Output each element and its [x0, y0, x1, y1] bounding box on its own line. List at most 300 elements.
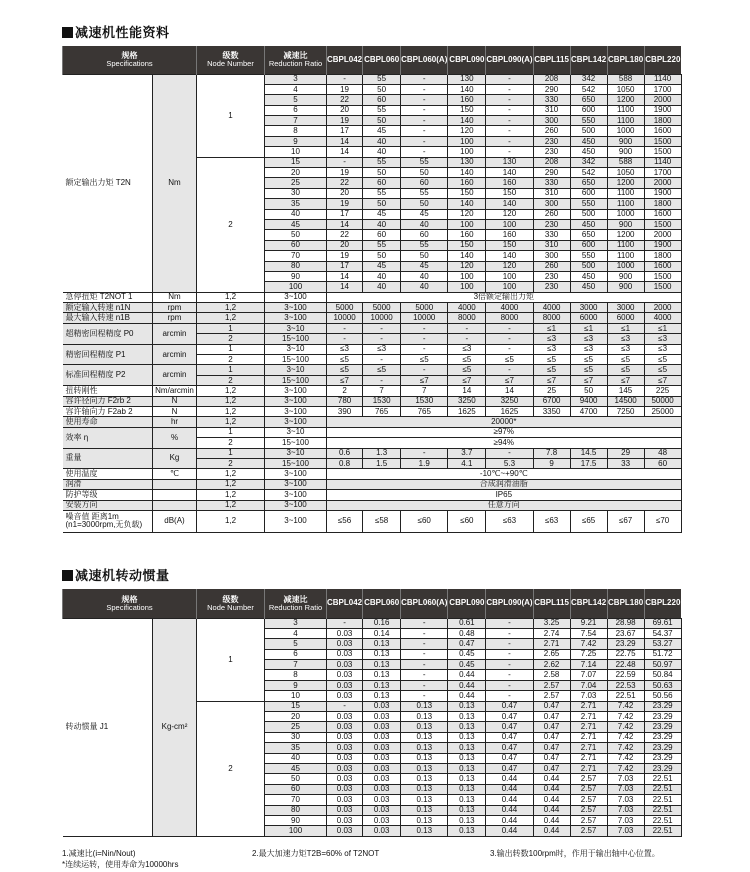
value-cell: 0.03	[363, 774, 401, 784]
value-cell: 140	[486, 168, 533, 178]
value-cell: 8000	[486, 313, 533, 323]
value-cell: 100	[448, 271, 486, 281]
unit-cell: Nm	[153, 292, 197, 302]
node-cell: 2	[197, 458, 265, 468]
value-cell: 0.03	[363, 743, 401, 753]
value-cell: 5000	[327, 303, 363, 313]
value-cell: 50	[570, 386, 607, 396]
value-cell: 1500	[644, 219, 681, 229]
value-cell: 22.53	[607, 680, 644, 690]
node-cell: 1	[197, 74, 265, 157]
value-cell: 0.47	[533, 753, 570, 763]
value-cell: ≤3	[607, 344, 644, 354]
value-cell: 0.13	[401, 753, 448, 763]
value-cell: 10000	[401, 313, 448, 323]
header-node-number: 级数 Node Number	[197, 46, 265, 74]
value-cell: -	[363, 375, 401, 385]
merged-value-cell: ≥94%	[327, 438, 682, 448]
value-cell: 0.47	[533, 743, 570, 753]
value-cell: 2.71	[570, 701, 607, 711]
node-cell: 2	[197, 157, 265, 292]
value-cell: 0.13	[363, 680, 401, 690]
node-cell: 1	[197, 344, 265, 354]
value-cell: 19	[327, 251, 363, 261]
value-cell: -	[486, 618, 533, 628]
value-cell: 550	[570, 199, 607, 209]
value-cell: 7.03	[570, 691, 607, 701]
value-cell: 0.03	[327, 722, 363, 732]
spec-label: 扭转刚性	[63, 386, 153, 396]
value-cell: ≤5	[327, 355, 363, 365]
ratio-cell: 3~100	[265, 510, 327, 532]
value-cell: 0.44	[448, 680, 486, 690]
value-cell: -	[486, 448, 533, 458]
value-cell: 0.03	[327, 784, 363, 794]
value-cell: 0.14	[363, 628, 401, 638]
ratio-cell: 50	[265, 230, 327, 240]
table-row	[63, 500, 682, 510]
value-cell: 7.03	[607, 805, 644, 815]
node-cell: 1,2	[197, 479, 265, 489]
value-cell: 8000	[448, 313, 486, 323]
value-cell: 2.71	[570, 722, 607, 732]
inertia-table	[62, 589, 682, 837]
value-cell: 588	[607, 74, 644, 84]
value-cell: -	[486, 365, 533, 375]
value-cell: 3000	[570, 303, 607, 313]
header-model: CBPL090	[448, 46, 486, 74]
value-cell: 2000	[644, 230, 681, 240]
value-cell: 23.29	[644, 753, 681, 763]
value-cell: 50	[363, 168, 401, 178]
value-cell: 310	[533, 188, 570, 198]
value-cell: -	[401, 323, 448, 333]
value-cell: 2.57	[570, 805, 607, 815]
value-cell: 1.5	[363, 458, 401, 468]
value-cell: 2.57	[570, 784, 607, 794]
value-cell: 120	[486, 261, 533, 271]
value-cell: 40	[401, 271, 448, 281]
value-cell: 4000	[486, 303, 533, 313]
table-row	[63, 396, 682, 406]
value-cell: ≤5	[607, 365, 644, 375]
value-cell: 130	[486, 157, 533, 167]
value-cell: 0.44	[486, 795, 533, 805]
value-cell: -	[486, 95, 533, 105]
value-cell: ≤5	[607, 355, 644, 365]
value-cell: 0.44	[448, 691, 486, 701]
header-model: CBPL090	[448, 589, 486, 618]
value-cell: 450	[570, 219, 607, 229]
value-cell: 0.44	[533, 826, 570, 836]
value-cell: 0.13	[401, 701, 448, 711]
spec-label: 效率 η	[63, 427, 153, 448]
ratio-cell: 80	[265, 805, 327, 815]
value-cell: 4700	[570, 407, 607, 417]
ratio-cell: 8	[265, 126, 327, 136]
value-cell: 230	[533, 282, 570, 292]
value-cell: 0.13	[448, 774, 486, 784]
ratio-cell: 30	[265, 732, 327, 742]
value-cell: 160	[486, 178, 533, 188]
value-cell: 2	[327, 386, 363, 396]
merged-value-cell: 合成润滑油脂	[327, 479, 682, 489]
value-cell: 230	[533, 219, 570, 229]
value-cell: ≤5	[448, 365, 486, 375]
value-cell: 0.03	[363, 784, 401, 794]
value-cell: 1200	[607, 178, 644, 188]
value-cell: 40	[401, 282, 448, 292]
value-cell: 0.03	[363, 795, 401, 805]
value-cell: 4000	[644, 313, 681, 323]
value-cell: 0.44	[486, 815, 533, 825]
node-cell: 1,2	[197, 396, 265, 406]
spec-label: 使用寿命	[63, 417, 153, 427]
footnote-2: 2.最大加速力矩T2B=60% of T2NOT	[252, 849, 380, 858]
ratio-cell: 15~100	[265, 438, 327, 448]
value-cell: ≤3	[533, 334, 570, 344]
value-cell: 260	[533, 209, 570, 219]
value-cell: 500	[570, 126, 607, 136]
value-cell: 7.42	[607, 712, 644, 722]
value-cell: ≤7	[486, 375, 533, 385]
value-cell: ≤3	[570, 344, 607, 354]
value-cell: 0.03	[327, 712, 363, 722]
ratio-cell: 3~10	[265, 365, 327, 375]
value-cell: 0.47	[486, 763, 533, 773]
value-cell: 22.59	[607, 670, 644, 680]
value-cell: -	[401, 691, 448, 701]
value-cell: 1200	[607, 230, 644, 240]
merged-value-cell: 20000*	[327, 417, 682, 427]
merged-value-cell: ≥97%	[327, 427, 682, 437]
value-cell: 50.97	[644, 660, 681, 670]
value-cell: ≤70	[644, 510, 681, 532]
value-cell: 17	[327, 209, 363, 219]
value-cell: 60	[401, 178, 448, 188]
header-model: CBPL090(A)	[486, 589, 533, 618]
value-cell: 0.47	[486, 722, 533, 732]
value-cell: 45	[363, 261, 401, 271]
node-cell: 2	[197, 375, 265, 385]
value-cell: 50.84	[644, 670, 681, 680]
value-cell: ≤3	[570, 334, 607, 344]
value-cell: 1.3	[363, 448, 401, 458]
value-cell: -	[486, 147, 533, 157]
ratio-cell: 50	[265, 774, 327, 784]
value-cell: 23.29	[644, 701, 681, 711]
header-specifications: 规格 Specifications	[63, 589, 197, 618]
value-cell: 0.03	[327, 774, 363, 784]
table-row	[63, 417, 682, 427]
value-cell: 0.44	[533, 805, 570, 815]
table-row	[63, 407, 682, 417]
unit-cell: arcmin	[153, 323, 197, 344]
value-cell: 0.44	[448, 670, 486, 680]
value-cell: 310	[533, 105, 570, 115]
value-cell: 0.13	[448, 815, 486, 825]
value-cell: 3250	[486, 396, 533, 406]
ratio-cell: 35	[265, 743, 327, 753]
ratio-cell: 7	[265, 116, 327, 126]
value-cell: -	[401, 95, 448, 105]
value-cell: -	[401, 618, 448, 628]
value-cell: 1600	[644, 209, 681, 219]
ratio-cell: 60	[265, 240, 327, 250]
ratio-cell: 25	[265, 722, 327, 732]
value-cell: 0.13	[448, 743, 486, 753]
value-cell: 0.03	[327, 680, 363, 690]
value-cell: 7.04	[570, 680, 607, 690]
value-cell: -	[486, 691, 533, 701]
value-cell: 0.44	[486, 805, 533, 815]
value-cell: -	[363, 323, 401, 333]
value-cell: 150	[448, 105, 486, 115]
ratio-cell: 80	[265, 261, 327, 271]
value-cell: -	[486, 628, 533, 638]
value-cell: 7.42	[607, 753, 644, 763]
table-row	[63, 365, 682, 375]
header-model: CBPL060(A)	[401, 46, 448, 74]
value-cell: 260	[533, 261, 570, 271]
value-cell: ≤3	[448, 344, 486, 354]
value-cell: 0.13	[448, 805, 486, 815]
value-cell: 600	[570, 188, 607, 198]
header-specifications: 规格 Specifications	[63, 46, 197, 74]
node-cell: 1,2	[197, 417, 265, 427]
spec-label: 精密回程精度 P1	[63, 344, 153, 365]
value-cell: ≤7	[533, 375, 570, 385]
value-cell: 0.13	[448, 732, 486, 742]
spec-label: 使用温度	[63, 469, 153, 479]
node-cell: 1,2	[197, 490, 265, 500]
footnote-1: 1.减速比(i=Nin/Nout)	[62, 849, 136, 858]
value-cell: ≤3	[644, 334, 681, 344]
ratio-cell: 15~100	[265, 355, 327, 365]
ratio-cell: 3~10	[265, 427, 327, 437]
value-cell: 0.13	[401, 732, 448, 742]
value-cell: 0.44	[533, 784, 570, 794]
value-cell: 1700	[644, 168, 681, 178]
node-cell: 1,2	[197, 386, 265, 396]
value-cell: 450	[570, 147, 607, 157]
node-cell: 1	[197, 427, 265, 437]
value-cell: 5000	[401, 303, 448, 313]
value-cell: 1100	[607, 105, 644, 115]
spec-label: 重量	[63, 448, 153, 469]
value-cell: 23.29	[644, 722, 681, 732]
value-cell: 7.03	[607, 774, 644, 784]
value-cell: 1050	[607, 168, 644, 178]
value-cell: 2.57	[570, 774, 607, 784]
value-cell: 780	[327, 396, 363, 406]
value-cell: 1900	[644, 105, 681, 115]
value-cell: 0.13	[401, 784, 448, 794]
value-cell: 8000	[533, 313, 570, 323]
value-cell: ≤7	[401, 375, 448, 385]
value-cell: ≤63	[533, 510, 570, 532]
value-cell: 225	[644, 386, 681, 396]
value-cell: ≤5	[533, 355, 570, 365]
value-cell: 2000	[644, 95, 681, 105]
node-cell: 1,2	[197, 500, 265, 510]
value-cell: 3350	[533, 407, 570, 417]
value-cell: -	[363, 334, 401, 344]
value-cell: ≤7	[448, 375, 486, 385]
value-cell: ≤5	[644, 365, 681, 375]
ratio-cell: 20	[265, 168, 327, 178]
table-row	[63, 510, 682, 532]
value-cell: 14	[486, 386, 533, 396]
merged-value-cell: -10℃~+90℃	[327, 469, 682, 479]
node-cell: 1	[197, 618, 265, 701]
value-cell: 120	[448, 126, 486, 136]
ratio-cell: 4	[265, 84, 327, 94]
value-cell: 7.8	[533, 448, 570, 458]
value-cell: -	[401, 680, 448, 690]
value-cell: 40	[363, 147, 401, 157]
value-cell: 900	[607, 219, 644, 229]
ratio-cell: 3	[265, 74, 327, 84]
value-cell: -	[486, 105, 533, 115]
value-cell: ≤3	[644, 344, 681, 354]
ratio-cell: 3~100	[265, 490, 327, 500]
value-cell: 0.03	[363, 732, 401, 742]
value-cell: 0.03	[363, 722, 401, 732]
value-cell: 7.14	[570, 660, 607, 670]
value-cell: 7250	[607, 407, 644, 417]
value-cell: 7.54	[570, 628, 607, 638]
value-cell: 0.44	[486, 826, 533, 836]
value-cell: 0.8	[327, 458, 363, 468]
value-cell: 0.13	[448, 763, 486, 773]
value-cell: 0.13	[401, 712, 448, 722]
value-cell: 22.51	[607, 691, 644, 701]
value-cell: 50000	[644, 396, 681, 406]
value-cell: 1500	[644, 271, 681, 281]
value-cell: 1100	[607, 199, 644, 209]
value-cell: ≤58	[363, 510, 401, 532]
section-title-performance	[62, 22, 170, 41]
value-cell: -	[486, 126, 533, 136]
value-cell: 650	[570, 95, 607, 105]
table-row	[63, 74, 682, 84]
value-cell: 40	[363, 136, 401, 146]
ratio-cell: 5	[265, 639, 327, 649]
value-cell: 50.56	[644, 691, 681, 701]
value-cell: 0.03	[327, 660, 363, 670]
value-cell: 500	[570, 209, 607, 219]
table-row	[63, 469, 682, 479]
value-cell: 55	[401, 157, 448, 167]
value-cell: 50	[363, 84, 401, 94]
ratio-cell: 3~100	[265, 479, 327, 489]
value-cell: 0.13	[401, 795, 448, 805]
value-cell: 7.42	[607, 722, 644, 732]
value-cell: 5000	[363, 303, 401, 313]
unit-cell: arcmin	[153, 344, 197, 365]
ratio-cell: 10	[265, 691, 327, 701]
value-cell: -	[448, 334, 486, 344]
value-cell: -	[327, 701, 363, 711]
value-cell: ≤1	[533, 323, 570, 333]
value-cell: 23.29	[644, 712, 681, 722]
value-cell: 2.57	[533, 691, 570, 701]
ratio-cell: 15	[265, 701, 327, 711]
spec-label: 超精密回程精度 P0	[63, 323, 153, 344]
value-cell: 100	[486, 271, 533, 281]
value-cell: ≤3	[363, 344, 401, 354]
value-cell: 150	[448, 240, 486, 250]
value-cell: 23.29	[644, 763, 681, 773]
value-cell: 2.71	[533, 639, 570, 649]
value-cell: 0.03	[363, 826, 401, 836]
value-cell: 14500	[607, 396, 644, 406]
value-cell: -	[401, 126, 448, 136]
value-cell: 50	[401, 168, 448, 178]
header-model: CBPL220	[644, 46, 681, 74]
ratio-cell: 3~100	[265, 313, 327, 323]
spec-label: 转动惯量 J1	[63, 618, 153, 836]
value-cell: 10000	[363, 313, 401, 323]
ratio-cell: 7	[265, 660, 327, 670]
value-cell: 0.47	[486, 743, 533, 753]
value-cell: ≤67	[607, 510, 644, 532]
unit-cell	[153, 479, 197, 489]
value-cell: 1100	[607, 116, 644, 126]
value-cell: 0.03	[363, 763, 401, 773]
value-cell: 60	[363, 95, 401, 105]
ratio-cell: 10	[265, 147, 327, 157]
value-cell: 140	[448, 168, 486, 178]
ratio-cell: 9	[265, 680, 327, 690]
ratio-cell: 90	[265, 271, 327, 281]
value-cell: 140	[448, 251, 486, 261]
value-cell: 0.47	[486, 712, 533, 722]
value-cell: -	[486, 660, 533, 670]
value-cell: 23.29	[644, 732, 681, 742]
ratio-cell: 8	[265, 670, 327, 680]
ratio-cell: 3~100	[265, 396, 327, 406]
value-cell: 1500	[644, 147, 681, 157]
ratio-cell: 3~10	[265, 344, 327, 354]
value-cell: 69.61	[644, 618, 681, 628]
unit-cell: %	[153, 427, 197, 448]
value-cell: ≤3	[327, 344, 363, 354]
value-cell: 140	[448, 84, 486, 94]
spec-label: 额定输出力矩 T2N	[63, 74, 153, 292]
value-cell: 0.03	[363, 753, 401, 763]
value-cell: 300	[533, 251, 570, 261]
table-row	[63, 386, 682, 396]
unit-cell: Nm/arcmin	[153, 386, 197, 396]
value-cell: 1625	[486, 407, 533, 417]
header-model: CBPL115	[533, 46, 570, 74]
value-cell: 208	[533, 157, 570, 167]
value-cell: 14	[327, 147, 363, 157]
value-cell: 2.71	[570, 712, 607, 722]
table-row	[63, 323, 682, 333]
header-model: CBPL090(A)	[486, 46, 533, 74]
value-cell: -	[486, 84, 533, 94]
value-cell: 2.71	[570, 763, 607, 773]
value-cell: 0.13	[401, 826, 448, 836]
value-cell: 342	[570, 74, 607, 84]
value-cell: 0.44	[486, 784, 533, 794]
value-cell: 100	[448, 147, 486, 157]
value-cell: 60	[401, 230, 448, 240]
value-cell: 7.42	[607, 763, 644, 773]
